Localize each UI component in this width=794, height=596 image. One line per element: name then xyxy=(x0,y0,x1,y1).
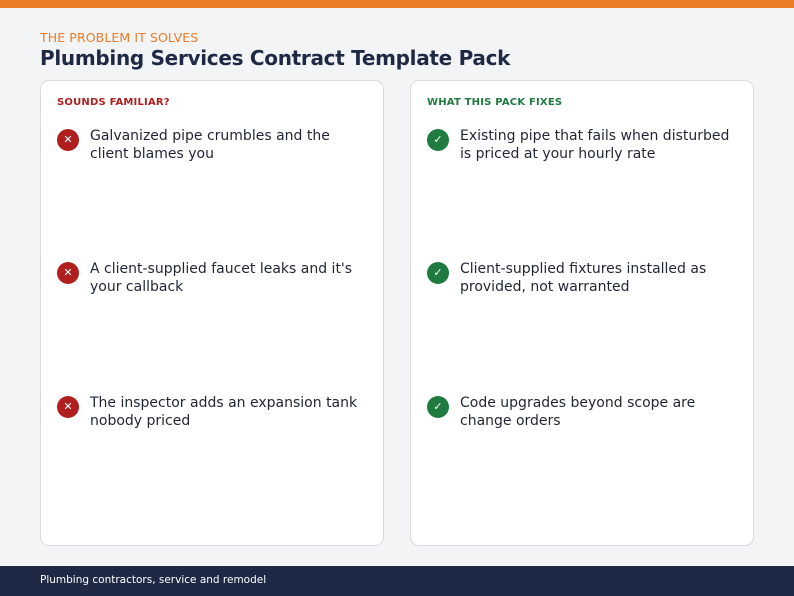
fixes-card xyxy=(410,80,754,546)
check-icon: ✓ xyxy=(427,129,449,151)
page-title: Plumbing Services Contract Template Pack xyxy=(40,46,511,70)
x-icon: ✕ xyxy=(57,262,79,284)
problem-text: The inspector adds an expansion tank nobody priced xyxy=(90,395,358,429)
footer-bar xyxy=(0,566,794,596)
check-icon: ✓ xyxy=(427,262,449,284)
fix-text: Existing pipe that fails when disturbed is priced at your hourly rate xyxy=(460,128,730,162)
x-icon: ✕ xyxy=(57,396,79,418)
problem-text: A client-supplied faucet leaks and it's your callback xyxy=(90,261,353,295)
fix-text: Client-supplied fixtures installed as provided, not warranted xyxy=(460,261,707,295)
fix-text: Code upgrades beyond scope are change orders xyxy=(460,395,696,429)
check-icon: ✓ xyxy=(427,396,449,418)
x-icon: ✕ xyxy=(57,129,79,151)
problem-text: Galvanized pipe crumbles and the client blames you xyxy=(90,128,330,162)
footer-text: Plumbing contractors, service and remodel xyxy=(40,574,267,586)
section-eyebrow: THE PROBLEM IT SOLVES xyxy=(40,30,199,45)
problems-card xyxy=(40,80,384,546)
top-accent-bar xyxy=(0,0,794,8)
problems-card-label: SOUNDS FAMILIAR? xyxy=(57,97,170,108)
fixes-card-label: WHAT THIS PACK FIXES xyxy=(427,97,563,108)
